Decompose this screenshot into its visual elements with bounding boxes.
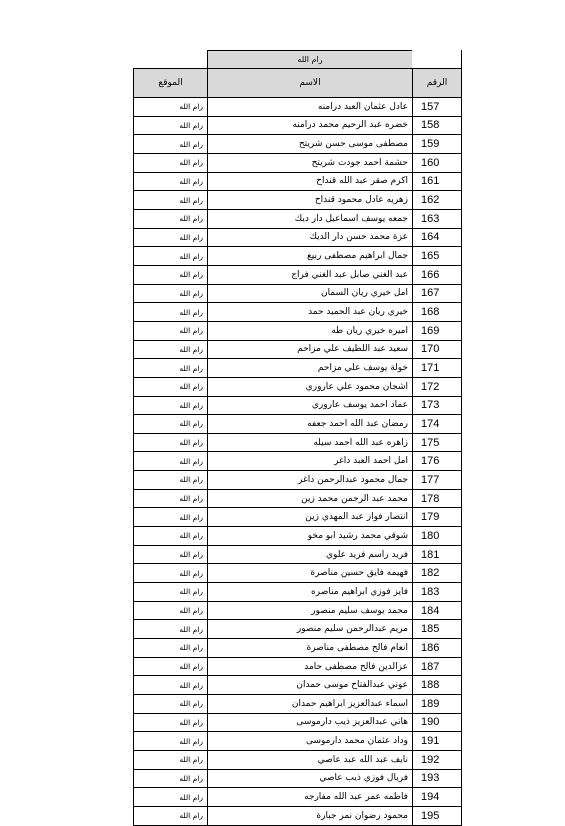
row-name: هاني عبدالعزيز ذيب دارموسى (208, 713, 413, 732)
row-location: رام الله (134, 98, 208, 117)
row-name: فهيمه فايق حسين مناصرة (208, 564, 413, 583)
row-location: رام الله (134, 359, 208, 378)
row-name: امل احمد العبد داغر (208, 452, 413, 471)
row-number: 170 (413, 340, 462, 359)
row-number: 174 (413, 415, 462, 434)
row-location: رام الله (134, 769, 208, 788)
row-number: 188 (413, 676, 462, 695)
row-number: 186 (413, 639, 462, 658)
header-number: الرقم (413, 69, 462, 98)
row-name: سعيد عبد اللطيف علي مزاحم (208, 340, 413, 359)
row-name: محمود رضوان نمر جبارة (208, 806, 413, 825)
row-number: 185 (413, 620, 462, 639)
region-row (134, 51, 462, 69)
row-location: رام الله (134, 153, 208, 172)
row-name: انتصار فواز عبد المهدي زين (208, 508, 413, 527)
header-row (134, 69, 462, 98)
row-number: 162 (413, 191, 462, 210)
row-number: 183 (413, 583, 462, 602)
header-name: الاسم (208, 69, 413, 98)
row-name: اكرم صقر عبد الله قنداح (208, 172, 413, 191)
row-name: نايف عبد الله عبد عاصي (208, 750, 413, 769)
row-location: رام الله (134, 116, 208, 135)
table-row (134, 303, 462, 322)
row-number: 159 (413, 135, 462, 154)
row-number: 158 (413, 116, 462, 135)
table-row (134, 471, 462, 490)
row-number: 178 (413, 489, 462, 508)
row-name: فايز فوزي ابراهيم مناصره (208, 583, 413, 602)
row-name: رمضان عبد الله احمد جعفه (208, 415, 413, 434)
row-number: 189 (413, 695, 462, 714)
table-row (134, 433, 462, 452)
row-location: رام الله (134, 657, 208, 676)
table-row (134, 489, 462, 508)
row-number: 184 (413, 601, 462, 620)
row-number: 187 (413, 657, 462, 676)
row-number: 165 (413, 247, 462, 266)
table-row (134, 564, 462, 583)
row-number: 161 (413, 172, 462, 191)
table-row (134, 788, 462, 807)
table-row (134, 153, 462, 172)
row-number: 190 (413, 713, 462, 732)
table-row (134, 527, 462, 546)
row-number: 192 (413, 750, 462, 769)
row-location: رام الله (134, 471, 208, 490)
table-row (134, 750, 462, 769)
row-name: عزة محمد حسن دار الديك (208, 228, 413, 247)
row-location: رام الله (134, 135, 208, 154)
table-row (134, 452, 462, 471)
table-row (134, 508, 462, 527)
row-name: مريم عبدالرحمن سليم منصور (208, 620, 413, 639)
row-location: رام الله (134, 713, 208, 732)
row-location: رام الله (134, 321, 208, 340)
row-number: 163 (413, 209, 462, 228)
row-name: حشمة احمد جودت شريتح (208, 153, 413, 172)
row-name: محمد عبد الرحمن محمد زين (208, 489, 413, 508)
table-row (134, 695, 462, 714)
table-row (134, 98, 462, 117)
row-number: 179 (413, 508, 462, 527)
row-number: 193 (413, 769, 462, 788)
row-location: رام الله (134, 750, 208, 769)
row-name: جمال ابراهيم مصطفى ربيع (208, 247, 413, 266)
row-name: شوقي محمد رشيد ابو مخو (208, 527, 413, 546)
row-location: رام الله (134, 377, 208, 396)
row-name: فريد راسم فريد علوي (208, 545, 413, 564)
row-name: اسماء عبدالعزيز ابراهيم حمدان (208, 695, 413, 714)
row-name: انعام فالح مصطفى مناصرة (208, 639, 413, 658)
row-location: رام الله (134, 564, 208, 583)
row-name: جمال محمود عبدالرحمن داغر (208, 471, 413, 490)
row-location: رام الله (134, 695, 208, 714)
row-number: 180 (413, 527, 462, 546)
row-location: رام الله (134, 247, 208, 266)
row-number: 182 (413, 564, 462, 583)
row-name: جمعه يوسف اسماعيل دار ديك (208, 209, 413, 228)
table-row (134, 191, 462, 210)
row-location: رام الله (134, 489, 208, 508)
row-location: رام الله (134, 396, 208, 415)
table-row (134, 601, 462, 620)
row-location: رام الله (134, 601, 208, 620)
row-location: رام الله (134, 284, 208, 303)
table-row (134, 396, 462, 415)
row-number: 175 (413, 433, 462, 452)
row-location: رام الله (134, 676, 208, 695)
table-row (134, 620, 462, 639)
row-location: رام الله (134, 620, 208, 639)
row-number: 173 (413, 396, 462, 415)
table-row (134, 545, 462, 564)
row-name: مصطفى موسى حسن شريتح (208, 135, 413, 154)
row-name: خولة يوسف علي مزاحم (208, 359, 413, 378)
table-row (134, 732, 462, 751)
row-number: 181 (413, 545, 462, 564)
table-row (134, 321, 462, 340)
table-row (134, 228, 462, 247)
row-number: 160 (413, 153, 462, 172)
table-row (134, 172, 462, 191)
row-name: زاهره عبد الله احمد سيله (208, 433, 413, 452)
row-name: فريال فوزي ذيب عاصي (208, 769, 413, 788)
table-row (134, 135, 462, 154)
row-number: 166 (413, 265, 462, 284)
region-title: رام الله (208, 51, 413, 69)
table-row (134, 377, 462, 396)
region-blank-cell (134, 51, 208, 69)
table-row (134, 116, 462, 135)
row-location: رام الله (134, 340, 208, 359)
row-location: رام الله (134, 191, 208, 210)
row-location: رام الله (134, 228, 208, 247)
row-number: 168 (413, 303, 462, 322)
row-name: اشجان محمود علي عاروري (208, 377, 413, 396)
row-name: عزالدين فالح مصطفى حامد (208, 657, 413, 676)
table-row (134, 415, 462, 434)
row-number: 172 (413, 377, 462, 396)
row-number: 194 (413, 788, 462, 807)
header-location: الموقع (134, 69, 208, 98)
row-number: 171 (413, 359, 462, 378)
table-row (134, 359, 462, 378)
row-name: فاطمه عمر عبد الله مفارجه (208, 788, 413, 807)
table-row (134, 657, 462, 676)
row-number: 177 (413, 471, 462, 490)
row-name: عبد الغني صابل عبد الغني فراج (208, 265, 413, 284)
row-location: رام الله (134, 415, 208, 434)
row-number: 164 (413, 228, 462, 247)
row-location: رام الله (134, 527, 208, 546)
row-name: عوني عبدالفتاح موسى حمدان (208, 676, 413, 695)
table-row (134, 806, 462, 825)
row-location: رام الله (134, 452, 208, 471)
row-name: امل خيري ريان السمان (208, 284, 413, 303)
row-location: رام الله (134, 265, 208, 284)
row-name: وداد عثمان محمد دارموسى (208, 732, 413, 751)
row-location: رام الله (134, 583, 208, 602)
row-name: زهريه عادل محمود قنداح (208, 191, 413, 210)
names-table (133, 50, 462, 826)
row-name: عماد احمد يوسف عاروري (208, 396, 413, 415)
row-name: عادل عثمان العبد درامنه (208, 98, 413, 117)
row-location: رام الله (134, 209, 208, 228)
row-number: 169 (413, 321, 462, 340)
table-row (134, 676, 462, 695)
table-row (134, 247, 462, 266)
row-location: رام الله (134, 433, 208, 452)
row-location: رام الله (134, 639, 208, 658)
table-row (134, 769, 462, 788)
table-row (134, 265, 462, 284)
table-row (134, 713, 462, 732)
row-name: خضره عبد الرحيم محمد درامنه (208, 116, 413, 135)
table-row (134, 284, 462, 303)
row-number: 176 (413, 452, 462, 471)
row-location: رام الله (134, 172, 208, 191)
row-location: رام الله (134, 806, 208, 825)
row-location: رام الله (134, 732, 208, 751)
row-number: 157 (413, 98, 462, 117)
row-number: 167 (413, 284, 462, 303)
row-name: خيري ريان عبد الحميد حمد (208, 303, 413, 322)
row-location: رام الله (134, 545, 208, 564)
row-name: اميره خيري ريان طه (208, 321, 413, 340)
region-blank-cell (413, 51, 462, 69)
row-number: 195 (413, 806, 462, 825)
row-location: رام الله (134, 508, 208, 527)
table-row (134, 639, 462, 658)
row-name: محمد يوسف سليم منصور (208, 601, 413, 620)
row-location: رام الله (134, 788, 208, 807)
table-row (134, 209, 462, 228)
table-row (134, 340, 462, 359)
row-location: رام الله (134, 303, 208, 322)
table-row (134, 583, 462, 602)
row-number: 191 (413, 732, 462, 751)
